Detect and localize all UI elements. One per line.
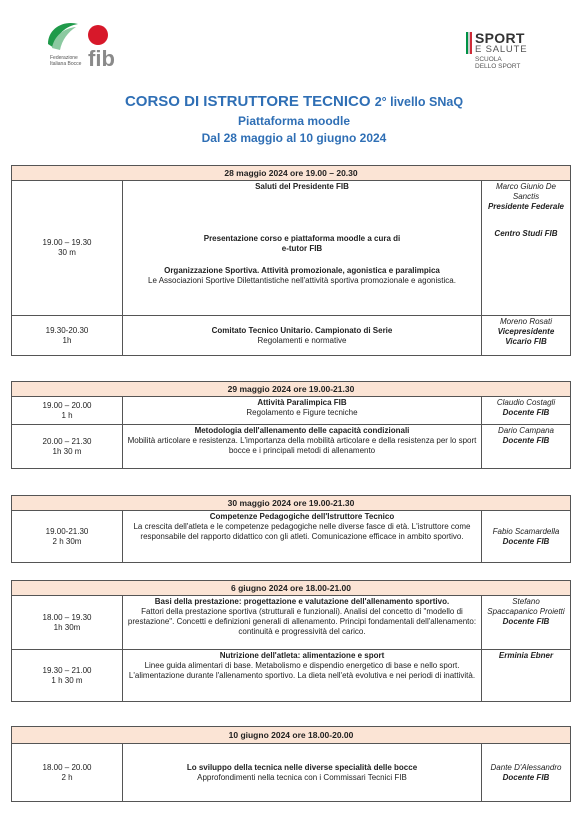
time-range: 18.00 – 19.30 bbox=[42, 612, 92, 622]
activity-title: Attività Paralimpica FIB bbox=[257, 398, 347, 407]
speaker-name: Stefano Spaccapanico Proietti bbox=[487, 597, 565, 616]
session-activity bbox=[123, 397, 482, 425]
session-speaker bbox=[481, 744, 570, 802]
time-range: 18.00 – 20.00 bbox=[42, 762, 92, 772]
activity-desc: Regolamenti e normative bbox=[257, 335, 347, 345]
activity-desc: Fattori della prestazione sportiva (strutturali e funzionali). Analisi del concetto di "modello di prestazione". Concetti e definizioni generali di allenamento. Principi fondamentali dell'allenamento: continuità e progressività del carico. bbox=[127, 607, 477, 636]
italian-flag-icon bbox=[466, 32, 472, 54]
activity-title: Comitato Tecnico Unitario. Campionato di Serie bbox=[211, 325, 393, 335]
schedule-day-3 bbox=[11, 495, 571, 563]
day-date: 6 giugno 2024 ore 18.00-21.00 bbox=[12, 581, 571, 596]
activity-title: Lo sviluppo della tecnica nelle diverse specialità delle bocce bbox=[186, 762, 418, 772]
activity-desc: Le Associazioni Sportive Dilettantistiche nell'attività sportiva promozionale e agonistica. bbox=[148, 276, 456, 285]
activity-title: Metodologia dell'allenamento delle capacità condizionali bbox=[194, 426, 410, 435]
session-activity bbox=[123, 511, 482, 563]
day-date: 10 giugno 2024 ore 18.00-20.00 bbox=[12, 727, 571, 744]
speaker-role: Docente FIB bbox=[502, 772, 550, 782]
session-activity bbox=[123, 316, 482, 356]
course-level: 2° livello SNaQ bbox=[374, 95, 464, 109]
speaker-role: Docente FIB bbox=[502, 617, 550, 626]
activity-title: Presentazione corso e piattaforma moodle a cura di bbox=[203, 234, 401, 243]
session-time bbox=[12, 316, 123, 356]
session-activity bbox=[123, 744, 482, 802]
time-duration: 1h bbox=[62, 335, 72, 345]
activity-title: Saluti del Presidente FIB bbox=[255, 182, 349, 191]
session-activity bbox=[123, 425, 482, 469]
activity-title: Basi della prestazione: progettazione e valutazione dell'allenamento sportivo. bbox=[154, 597, 450, 606]
activity-desc: Mobilità articolare e resistenza. L'importanza della mobilità articolare e della resistenza per lo sport bocce e i principali metodi di allenamento bbox=[127, 436, 477, 455]
activity-title: Nutrizione dell'atleta: alimentazione e sport bbox=[219, 651, 385, 660]
schedule-day-4 bbox=[11, 580, 571, 702]
time-range: 20.00 – 21.30 bbox=[42, 436, 92, 446]
session-speaker bbox=[482, 650, 571, 702]
activity-title-cont: e-tutor FIB bbox=[281, 244, 323, 253]
time-range: 19.00 – 19.30 bbox=[42, 238, 92, 247]
speaker-role: Docente FIB bbox=[502, 436, 550, 445]
day-date: 30 maggio 2024 ore 19.00-21.30 bbox=[12, 496, 571, 511]
sport-school bbox=[475, 56, 520, 70]
schedule-day-2 bbox=[11, 381, 571, 469]
activity-desc: Linee guida alimentari di base. Metabolismo e dispendio energetico di base e nello sport. L'alimentazione durante l'allenamento sportivo. La dieta nell'età evolutiva e nei periodi di inattività. bbox=[128, 661, 476, 680]
time-duration: 30 m bbox=[58, 248, 76, 257]
time-range: 19.00-21.30 bbox=[45, 526, 89, 536]
speaker-name: Marco Giunio De Sanctis bbox=[495, 182, 556, 201]
session-time bbox=[12, 650, 123, 702]
sport-word: SPORT bbox=[475, 30, 525, 46]
time-range: 19.00 – 20.00 bbox=[42, 400, 92, 410]
platform-title: Piattaforma moodle bbox=[237, 114, 351, 128]
speaker-name: Moreno Rosati bbox=[499, 317, 552, 326]
speaker-role: Centro Studi FIB bbox=[494, 229, 558, 238]
time-duration: 1 h 30 m bbox=[51, 675, 83, 685]
session-activity bbox=[123, 596, 482, 650]
schedule-day-1 bbox=[11, 165, 571, 356]
speaker-name: Fabio Scamardella bbox=[492, 526, 560, 536]
session-speaker bbox=[481, 397, 570, 425]
session-time bbox=[12, 181, 123, 316]
speaker-role: Docente FIB bbox=[502, 408, 550, 417]
session-time bbox=[12, 397, 123, 425]
time-range: 19.30 – 21.00 bbox=[42, 665, 92, 675]
course-title bbox=[0, 93, 588, 110]
time-duration: 1 h bbox=[61, 410, 73, 420]
session-speaker bbox=[481, 181, 570, 316]
speaker-name: Erminia Ebner bbox=[498, 651, 554, 660]
speaker-name: Claudio Costagli bbox=[496, 398, 556, 407]
session-speaker bbox=[482, 596, 571, 650]
course-dates: Dal 28 maggio al 10 giugno 2024 bbox=[201, 131, 387, 145]
session-speaker bbox=[481, 316, 570, 356]
session-activity bbox=[123, 181, 482, 316]
sport-school-line2: DELLO SPORT bbox=[475, 63, 521, 70]
fib-abbr: fib bbox=[88, 46, 115, 71]
speaker-name: Dario Campana bbox=[497, 426, 554, 435]
session-activity bbox=[123, 650, 482, 702]
activity-title: Competenze Pedagogiche dell'Istruttore Tecnico bbox=[209, 512, 395, 521]
fib-org-line2: Italiana Bocce bbox=[50, 61, 82, 67]
session-time bbox=[12, 744, 123, 802]
activity-desc: Approfondimenti nella tecnica con i Commissari Tecnici FIB bbox=[197, 772, 407, 782]
session-speaker bbox=[481, 425, 570, 469]
fib-org-line1: Federazione bbox=[50, 55, 78, 61]
time-duration: 1h 30m bbox=[53, 622, 81, 632]
schedule-day-5 bbox=[11, 726, 571, 802]
session-time bbox=[12, 511, 123, 563]
time-duration: 2 h bbox=[61, 772, 73, 782]
fib-logo bbox=[44, 18, 134, 72]
time-duration: 2 h 30m bbox=[52, 536, 82, 546]
time-duration: 1h 30 m bbox=[52, 446, 82, 456]
course-title-main: CORSO DI ISTRUTTORE TECNICO bbox=[124, 93, 371, 110]
session-time bbox=[12, 596, 123, 650]
sport-school-line1: SCUOLA bbox=[475, 56, 502, 63]
speaker-role: Vicepresidente Vicario FIB bbox=[497, 327, 555, 346]
activity-desc: Regolamento e Figure tecniche bbox=[246, 408, 358, 417]
session-time bbox=[12, 425, 123, 469]
speaker-name: Dante D'Alessandro bbox=[490, 762, 562, 772]
sport-e-salute-logo bbox=[466, 30, 556, 74]
fib-emblem-icon bbox=[44, 18, 134, 72]
day-date: 28 maggio 2024 ore 19.00 – 20.30 bbox=[12, 166, 571, 181]
activity-desc: La crescita dell'atleta e le competenze pedagogiche nelle diverse fasce di età. L'istruttore come responsabile del rapporto didattico con gli atleti. Comunicazione efficace in ambito sportivo. bbox=[133, 522, 471, 541]
time-range: 19.30-20.30 bbox=[45, 325, 89, 335]
session-speaker bbox=[481, 511, 570, 563]
sport-sub: E SALUTE bbox=[475, 44, 528, 55]
speaker-role: Docente FIB bbox=[502, 536, 550, 546]
speaker-role: Presidente Federale bbox=[487, 202, 564, 211]
activity-title: Organizzazione Sportiva. Attività promozionale, agonistica e paralimpica bbox=[164, 266, 440, 275]
day-date: 29 maggio 2024 ore 19.00-21.30 bbox=[12, 382, 571, 397]
